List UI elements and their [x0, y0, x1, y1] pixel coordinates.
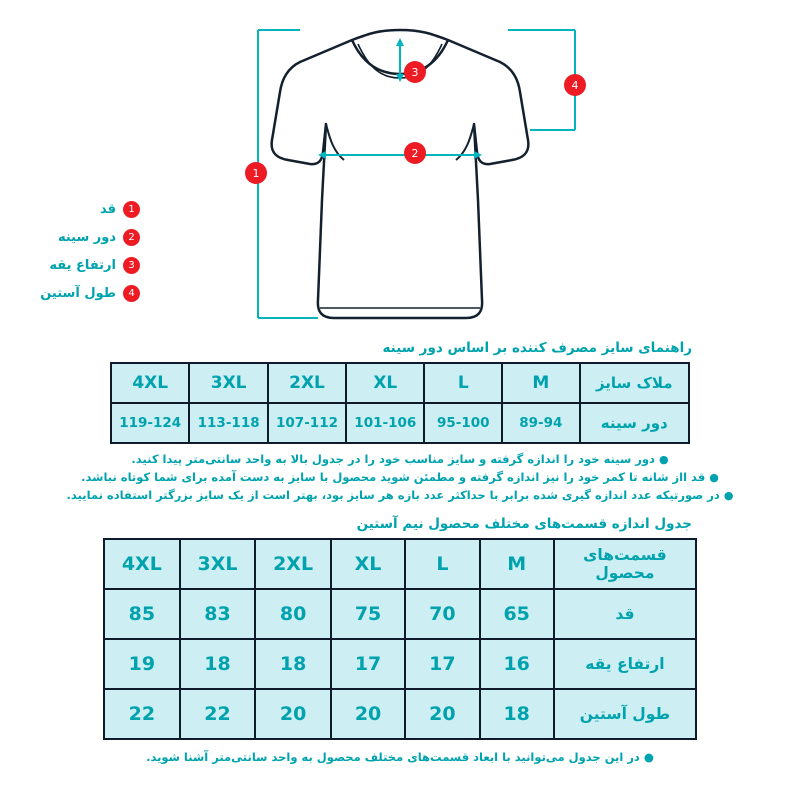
- legend-bullet-3: 3: [123, 257, 140, 274]
- svg-text:4: 4: [571, 79, 579, 92]
- table1-r1-c3: 107-112: [268, 403, 346, 443]
- table2-r0-label: قد: [554, 589, 696, 639]
- table2-r2-c5: 22: [104, 689, 180, 739]
- note-1-text: دور سینه خود را اندازه گرفته و سایز مناسب خود را در جدول بالا به واحد سانتی‌متر پیدا کنید.: [131, 452, 655, 466]
- table1-r0-c5: 4XL: [111, 363, 189, 403]
- consumer-size-section: [0, 340, 800, 502]
- product-measure-table: [103, 538, 697, 740]
- table1-r0-c1: L: [424, 363, 502, 403]
- note-3-text: در صورتیکه عدد اندازه گیری شده برابر با حداکثر عدد بازه هر سایز بود، بهتر است از یک سایز بزرگتر استفاده نمایید.: [66, 488, 720, 502]
- marker-4: [564, 74, 586, 96]
- legend-item: [20, 228, 140, 246]
- footnote-text: در این جدول می‌توانید با ابعاد قسمت‌های مختلف محصول به واحد سانتی‌متر آشنا شوید.: [146, 750, 640, 764]
- consumer-size-table: [110, 362, 690, 444]
- table1-r0-c4: 3XL: [189, 363, 267, 403]
- table1-r0-c0: M: [502, 363, 579, 403]
- table2-r0-c3: 80: [255, 589, 331, 639]
- table2-r1-label: ارتفاع یقه: [554, 639, 696, 689]
- legend-bullet-4: 4: [123, 285, 140, 302]
- note-3: [0, 488, 800, 502]
- note-bullet-icon: ●: [709, 471, 719, 484]
- table2-r1-c0: 16: [480, 639, 554, 689]
- legend-label-3: ارتفاع یقه: [49, 257, 116, 273]
- legend-label-2: دور سینه: [57, 229, 116, 245]
- table1-r1-label: دور سینه: [580, 403, 689, 443]
- svg-text:1: 1: [252, 167, 260, 180]
- table2-header-c0: M: [480, 539, 554, 589]
- marker-3: [404, 61, 426, 83]
- table2-r0-c5: 85: [104, 589, 180, 639]
- table2-header-c4: 3XL: [180, 539, 256, 589]
- table1-r0-c3: 2XL: [268, 363, 346, 403]
- footnote: [0, 750, 800, 764]
- tshirt-diagram: [0, 0, 800, 340]
- table1-r1-c5: 119-124: [111, 403, 189, 443]
- table2-r1-c5: 19: [104, 639, 180, 689]
- table1-r0-c2: XL: [346, 363, 424, 403]
- table2-r2-c1: 20: [405, 689, 479, 739]
- table2-r1-c3: 18: [255, 639, 331, 689]
- table2-r0-c4: 83: [180, 589, 256, 639]
- table-row: [104, 589, 696, 639]
- table2-r2-c0: 18: [480, 689, 554, 739]
- table2-header-label: قسمت‌های محصول: [554, 539, 696, 589]
- table2-r1-c1: 17: [405, 639, 479, 689]
- table-row: [104, 639, 696, 689]
- notes-list: [0, 452, 800, 502]
- legend-item: [20, 256, 140, 274]
- note-bullet-icon: ●: [658, 453, 669, 466]
- legend-label-1: قد: [99, 201, 116, 217]
- marker-2: [404, 142, 426, 164]
- table2-r0-c2: 75: [331, 589, 405, 639]
- product-measure-section: [0, 516, 800, 764]
- table2-header-c3: 2XL: [255, 539, 331, 589]
- table2-header-c1: L: [405, 539, 479, 589]
- note-bullet-icon: ●: [723, 489, 734, 502]
- marker-1: [245, 162, 267, 184]
- table-row: [111, 363, 689, 403]
- note-bullet-icon: ●: [643, 750, 654, 764]
- table1-r1-c0: 89-94: [502, 403, 579, 443]
- table2-r1-c2: 17: [331, 639, 405, 689]
- table1-r1-c2: 101-106: [346, 403, 424, 443]
- table2-r2-label: طول آستین: [554, 689, 696, 739]
- table-row: [104, 689, 696, 739]
- table2-header-c5: 4XL: [104, 539, 180, 589]
- table1-r1-c1: 95-100: [424, 403, 502, 443]
- table2-r2-c4: 22: [180, 689, 256, 739]
- table2-r2-c2: 20: [331, 689, 405, 739]
- table2-header-c2: XL: [331, 539, 405, 589]
- table2-title: جدول اندازه قسمت‌های مختلف محصول نیم آستین: [356, 516, 692, 532]
- table-row: [111, 403, 689, 443]
- table1-r1-c4: 113-118: [189, 403, 267, 443]
- svg-text:2: 2: [411, 147, 419, 160]
- legend-bullet-2: 2: [123, 229, 140, 246]
- legend: [20, 200, 140, 312]
- table1-title: راهنمای سایز مصرف کننده بر اساس دور سینه: [382, 340, 692, 356]
- legend-item: [20, 200, 140, 218]
- note-2: [0, 470, 800, 484]
- table2-r2-c3: 20: [255, 689, 331, 739]
- legend-bullet-1: 1: [123, 201, 140, 218]
- table1-r0-label: ملاک سایز: [580, 363, 689, 403]
- table2-r0-c0: 65: [480, 589, 554, 639]
- svg-text:3: 3: [411, 66, 419, 79]
- note-2-text: قد ااز شانه تا کمر خود را نیز اندازه گرفته و مطمئن شوید محصول با سایز به دست آمده برای شما کوتاه نباشد.: [81, 470, 706, 484]
- legend-item: [20, 284, 140, 302]
- note-1: [0, 452, 800, 466]
- table-header-row: [104, 539, 696, 589]
- legend-label-4: طول آستین: [40, 285, 116, 301]
- table2-r0-c1: 70: [405, 589, 479, 639]
- table2-r1-c4: 18: [180, 639, 256, 689]
